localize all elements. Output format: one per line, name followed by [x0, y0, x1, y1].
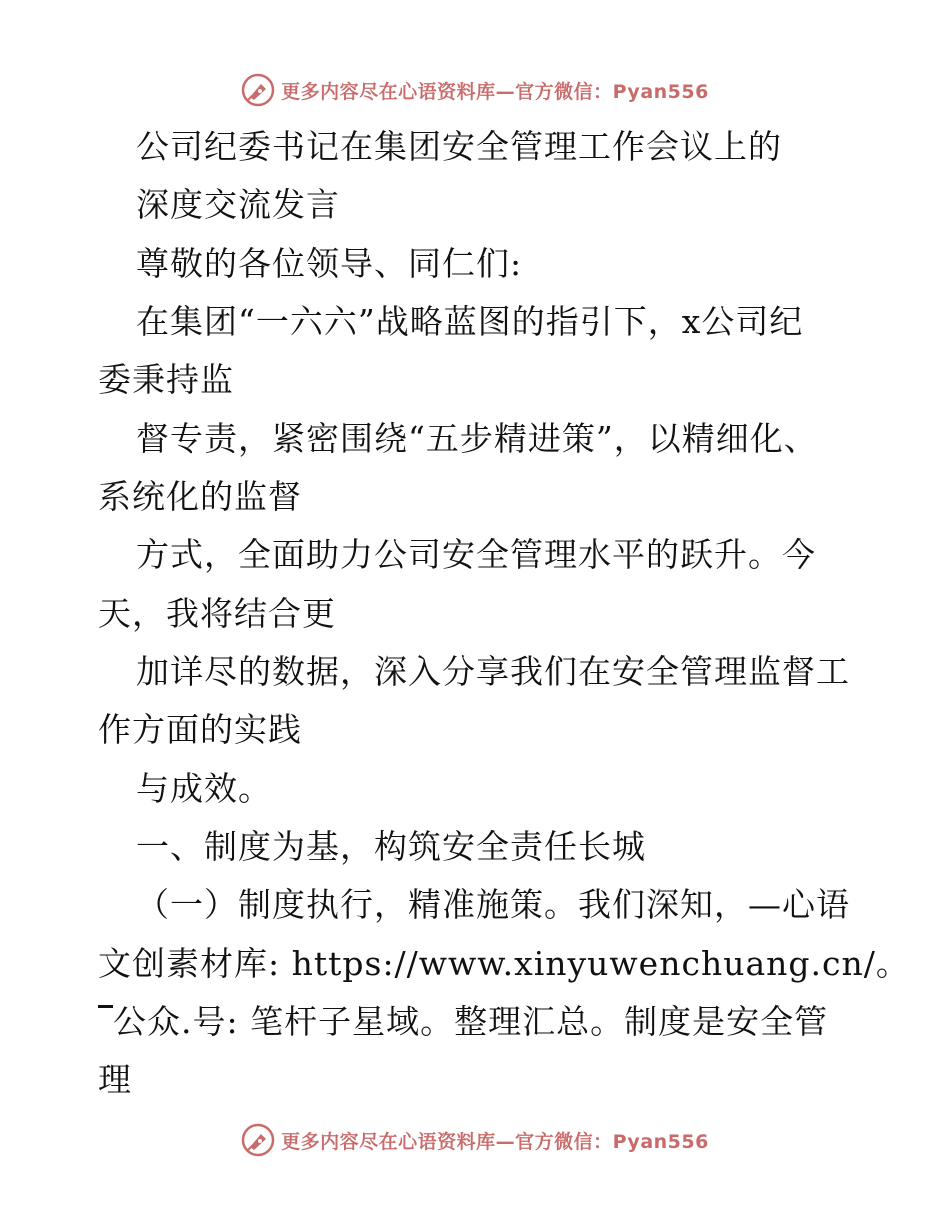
- pen-nib-logo-icon: [241, 73, 275, 107]
- footer-banner: [0, 1120, 950, 1160]
- doc-title-line-2: 深度交流发言: [136, 185, 340, 224]
- body-line: 系统化的监督: [98, 477, 302, 516]
- body-line: 作方面的实践: [98, 710, 302, 749]
- body-line: 督专责，紧密围绕“五步精进策”，以精细化、: [136, 419, 818, 458]
- body-line: 理: [98, 1060, 132, 1099]
- dash-mark: [98, 1005, 113, 1008]
- pen-nib-logo-icon: [241, 1123, 275, 1157]
- body-line: 方式，全面助力公司安全管理水平的跃升。今: [136, 535, 816, 574]
- header-banner: [0, 70, 950, 110]
- body-line: 公众.号: 笔杆子星域。整理汇总。制度是安全管: [113, 1002, 829, 1041]
- salutation: 尊敬的各位领导、同仁们:: [136, 244, 523, 283]
- header-banner-text: 更多内容尽在心语资料库—官方微信：Pyan556: [281, 80, 709, 103]
- section-heading: 一、制度为基，构筑安全责任长城: [136, 827, 646, 866]
- body-line: 委秉持监: [98, 360, 234, 399]
- body-line: 在集团“一六六”战略蓝图的指引下，x公司纪: [136, 302, 804, 341]
- doc-title-line-1: 公司纪委书记在集团安全管理工作会议上的: [136, 127, 782, 166]
- body-line: 与成效。: [136, 769, 272, 808]
- body-line: 加详尽的数据，深入分享我们在安全管理监督工: [136, 652, 850, 691]
- footer-banner-text: 更多内容尽在心语资料库—官方微信：Pyan556: [281, 1130, 709, 1153]
- body-line: （一）制度执行，精准施策。我们深知，—心语: [136, 885, 850, 924]
- body-line: 天，我将结合更: [98, 594, 336, 633]
- body-line: 文创素材库: https://www.xinyuwenchuang.cn/。: [98, 944, 910, 983]
